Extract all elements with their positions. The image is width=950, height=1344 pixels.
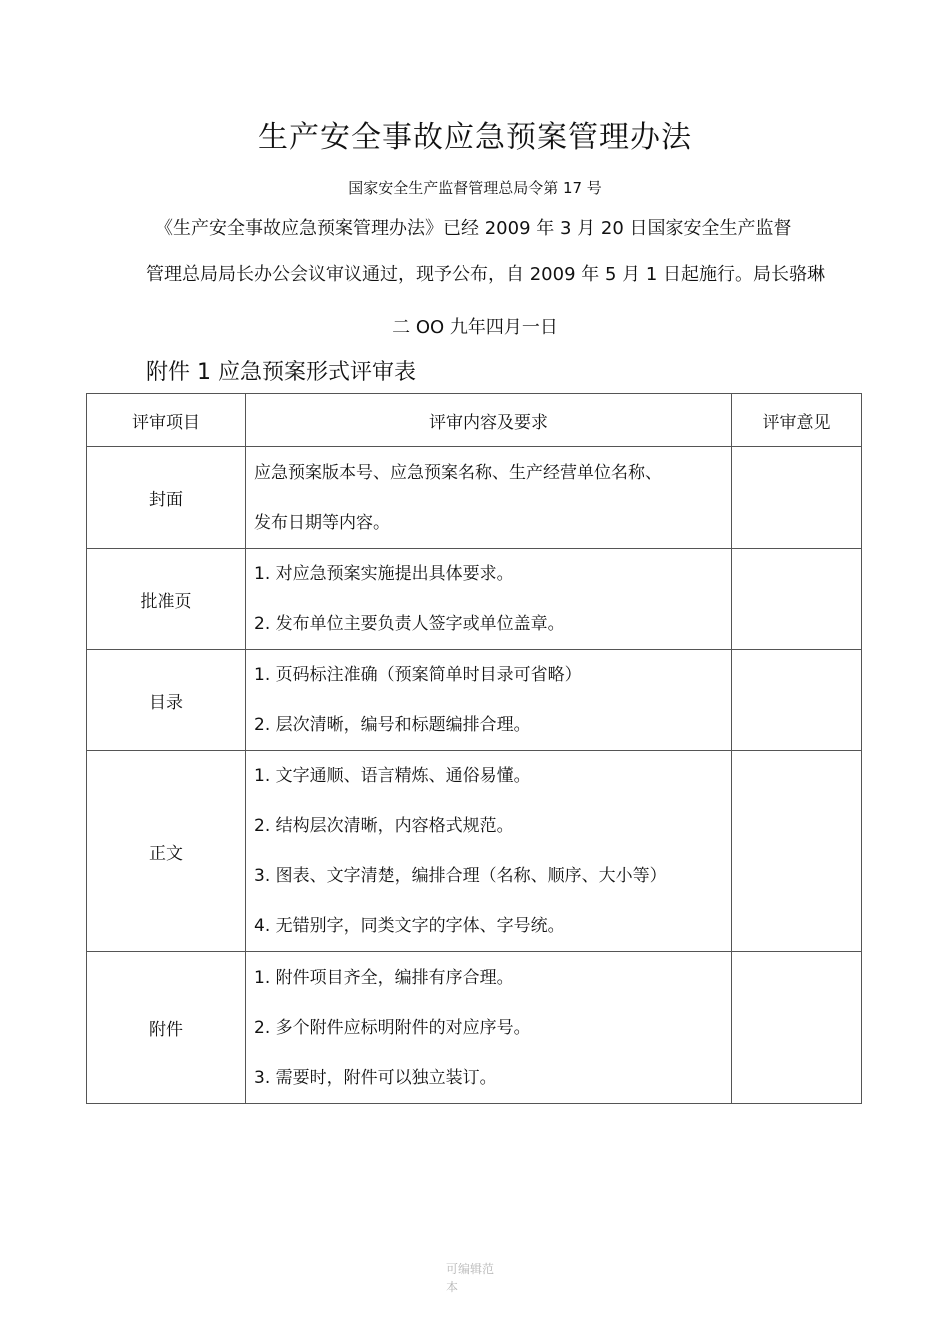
content-line: 4. 无错别字，同类文字的字体、字号统。 (254, 916, 565, 936)
attachment-title: 附件 1 应急预案形式评审表 (146, 360, 416, 385)
row-content (246, 447, 732, 549)
issue-date: 二 OO 九年四月一日 (392, 317, 558, 338)
content-line: 3. 图表、文字清楚，编排合理（名称、顺序、大小等） (254, 866, 667, 886)
row-opinion (732, 751, 862, 952)
row-opinion (732, 549, 862, 650)
content-line: 3. 需要时，附件可以独立装订。 (254, 1067, 497, 1088)
header-review-content: 评审内容及要求 (246, 394, 732, 447)
page-footer (446, 1260, 506, 1296)
row-content (246, 952, 732, 1104)
row-item-approval-page: 批准页 (87, 549, 246, 650)
row-item-toc: 目录 (87, 650, 246, 751)
intro-paragraph-line-1: 《生产安全事故应急预案管理办法》已经 2009 年 3 月 20 日国家安全生产监督 (155, 218, 792, 239)
content-line: 1. 文字通顺、语言精炼、通俗易懂。 (254, 766, 531, 786)
content-line: 2. 发布单位主要负责人签字或单位盖章。 (254, 614, 565, 634)
row-content (246, 650, 732, 751)
footer-line: 可编辑范 (446, 1262, 495, 1276)
header-review-opinion: 评审意见 (732, 394, 862, 447)
header-review-item: 评审项目 (87, 394, 246, 447)
review-table (86, 393, 862, 1104)
row-opinion (732, 952, 862, 1104)
decree-number: 国家安全生产监督管理总局令第 17 号 (348, 179, 602, 197)
table-row (87, 549, 862, 650)
intro-paragraph-line-2: 管理总局局长办公会议审议通过，现予公布，自 2009 年 5 月 1 日起施行。局长骆琳 (146, 264, 826, 285)
row-item-attachment: 附件 (87, 952, 246, 1104)
row-opinion (732, 650, 862, 751)
table-row (87, 952, 862, 1104)
content-line: 1. 页码标注准确（预案简单时目录可省略） (254, 665, 582, 685)
row-opinion (732, 447, 862, 549)
footer-line: 本 (446, 1280, 459, 1294)
row-content (246, 751, 732, 952)
document-title: 生产安全事故应急预案管理办法 (258, 120, 692, 155)
row-item-cover: 封面 (87, 447, 246, 549)
content-line: 2. 多个附件应标明附件的对应序号。 (254, 1017, 531, 1038)
content-line: 应急预案版本号、应急预案名称、生产经营单位名称、 (254, 462, 662, 483)
content-line: 2. 结构层次清晰，内容格式规范。 (254, 816, 514, 836)
content-line: 2. 层次清晰，编号和标题编排合理。 (254, 715, 531, 735)
table-row (87, 650, 862, 751)
table-row (87, 447, 862, 549)
content-line: 1. 附件项目齐全，编排有序合理。 (254, 967, 514, 988)
content-line: 发布日期等内容。 (254, 512, 390, 533)
row-item-body: 正文 (87, 751, 246, 952)
table-header-row (87, 394, 862, 447)
content-line: 1. 对应急预案实施提出具体要求。 (254, 564, 514, 584)
row-content (246, 549, 732, 650)
table-row (87, 751, 862, 952)
